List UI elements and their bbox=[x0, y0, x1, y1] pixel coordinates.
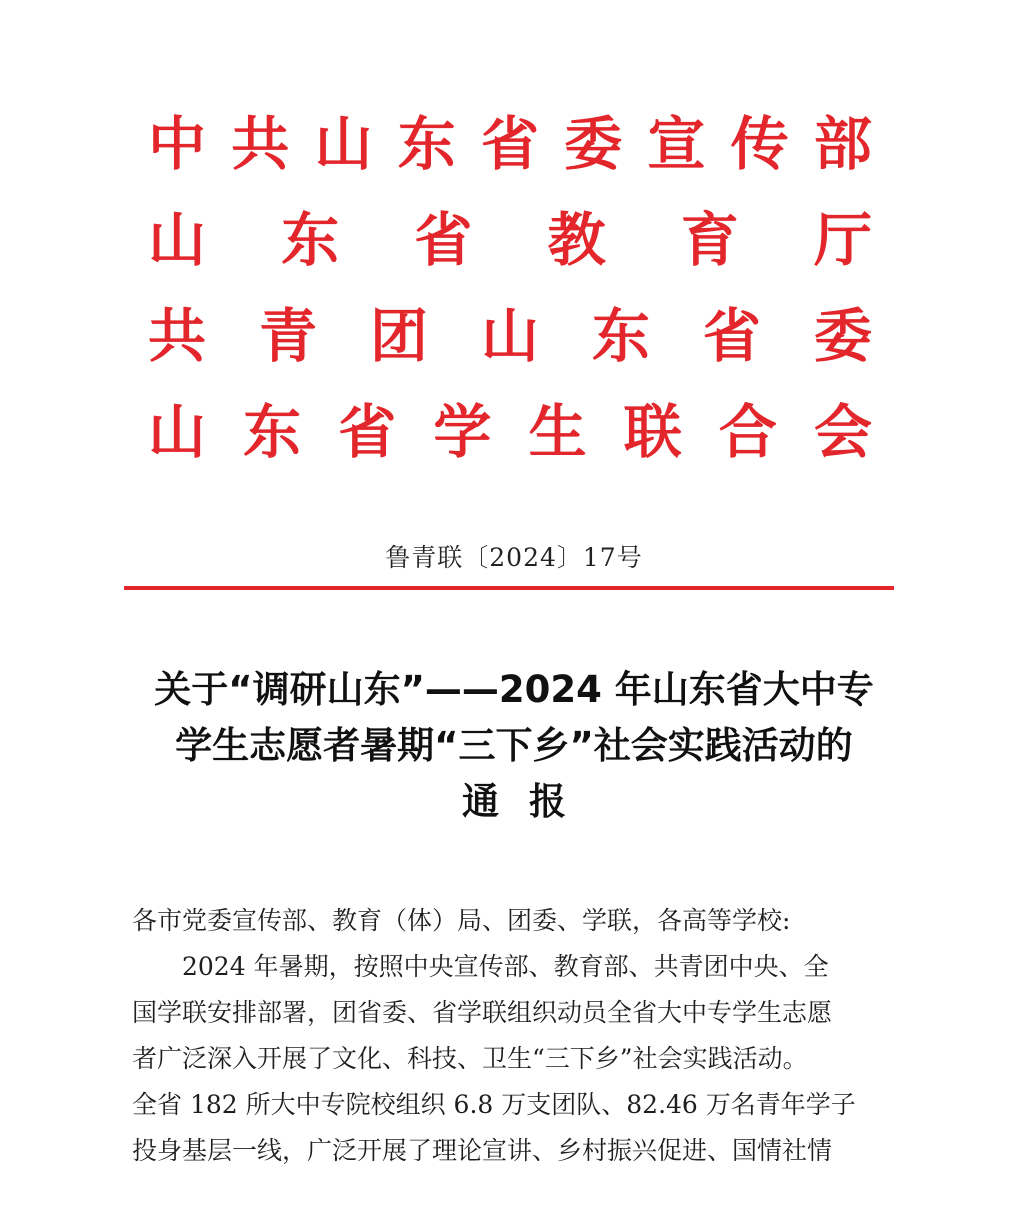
title-line-3: 通报 bbox=[462, 780, 596, 823]
issuer-char: 省 bbox=[414, 206, 473, 274]
issuer-char: 生 bbox=[528, 398, 587, 466]
document-number: 鲁青联〔2024〕17号 bbox=[385, 543, 643, 572]
issuer-char: 联 bbox=[623, 398, 682, 466]
issuer-char: 教 bbox=[547, 206, 606, 274]
issuer-char: 东 bbox=[397, 110, 456, 178]
issuer-char: 部 bbox=[813, 110, 872, 178]
salutation: 各市党委宣传部、教育（体）局、团委、学联，各高等学校: bbox=[132, 906, 791, 935]
issuer-char: 学 bbox=[433, 398, 492, 466]
body-line: 投身基层一线，广泛开展了理论宣讲、乡村振兴促进、国情社情 bbox=[132, 1136, 833, 1165]
issuer-line-2 bbox=[148, 192, 872, 288]
title-line-1: 关于“调研山东”——2024 年山东省大中专 bbox=[154, 668, 874, 711]
issuer-char: 会 bbox=[813, 398, 872, 466]
body-line: 者广泛深入开展了文化、科技、卫生“三下乡”社会实践活动。 bbox=[132, 1044, 808, 1073]
issuer-char: 青 bbox=[258, 302, 317, 370]
issuer-char: 传 bbox=[730, 110, 789, 178]
issuing-authorities bbox=[148, 96, 872, 480]
issuer-char: 东 bbox=[281, 206, 340, 274]
body-line: 2024 年暑期，按照中央宣传部、教育部、共青团中央、全 bbox=[182, 952, 829, 981]
issuer-char: 育 bbox=[680, 206, 739, 274]
title-line-2: 学生志愿者暑期“三下乡”社会实践活动的 bbox=[175, 724, 853, 767]
issuer-char: 山 bbox=[480, 302, 539, 370]
document-title bbox=[110, 662, 918, 830]
issuer-line-1 bbox=[148, 96, 872, 192]
issuer-char: 山 bbox=[148, 398, 207, 466]
document-body bbox=[132, 898, 908, 1174]
issuer-char: 省 bbox=[480, 110, 539, 178]
issuer-char: 团 bbox=[369, 302, 428, 370]
body-line: 国学联安排部署，团省委、省学联组织动员全省大中专学生志愿 bbox=[132, 998, 833, 1027]
issuer-char: 委 bbox=[564, 110, 623, 178]
issuer-char: 省 bbox=[338, 398, 397, 466]
issuer-char: 厅 bbox=[813, 206, 872, 274]
issuer-char: 中 bbox=[148, 110, 207, 178]
issuer-char: 合 bbox=[718, 398, 777, 466]
issuer-char: 共 bbox=[231, 110, 290, 178]
issuer-char: 省 bbox=[702, 302, 761, 370]
issuer-char: 共 bbox=[148, 302, 207, 370]
issuer-char: 宣 bbox=[647, 110, 706, 178]
issuer-char: 山 bbox=[148, 206, 207, 274]
issuer-char: 东 bbox=[243, 398, 302, 466]
red-separator-line bbox=[124, 586, 894, 590]
issuer-char: 委 bbox=[813, 302, 872, 370]
body-line: 全省 182 所大中专院校组织 6.8 万支团队、82.46 万名青年学子 bbox=[132, 1090, 856, 1119]
issuer-char: 山 bbox=[314, 110, 373, 178]
issuer-line-4 bbox=[148, 384, 872, 480]
issuer-char: 东 bbox=[591, 302, 650, 370]
issuer-line-3 bbox=[148, 288, 872, 384]
